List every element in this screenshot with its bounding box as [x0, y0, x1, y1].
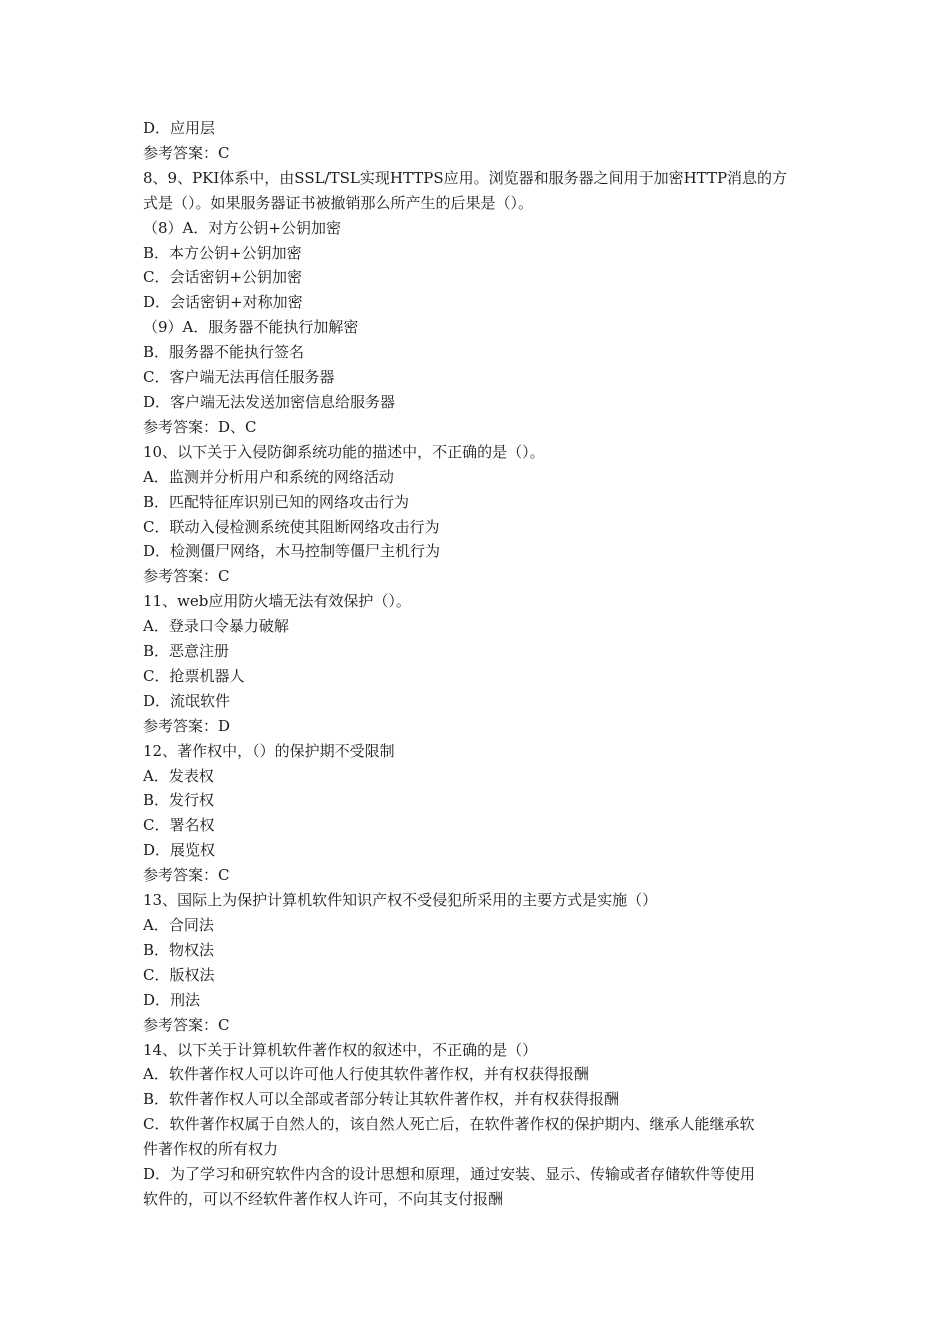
- q10-stem: 10、以下关于入侵防御系统功能的描述中，不正确的是（）。: [143, 442, 545, 461]
- q11-option-c: C．抢票机器人: [143, 666, 245, 685]
- q11-answer: 参考答案：D: [143, 716, 231, 735]
- q10-option-b: B．匹配特征库识别已知的网络攻击行为: [143, 492, 410, 511]
- q11-option-d: D．流氓软件: [143, 691, 231, 710]
- q14-option-c-line-1: C．软件著作权属于自然人的，该自然人死亡后，在软件著作权的保护期内、继承人能继承软: [143, 1115, 755, 1134]
- q8-option-a: （8）A．对方公钥+公钥加密: [143, 218, 341, 237]
- q8-option-d: D．会话密钥+对称加密: [143, 293, 303, 312]
- q13-option-b: B．物权法: [143, 940, 215, 959]
- q13-option-a: A．合同法: [143, 916, 214, 934]
- q7-answer: 参考答案：C: [143, 143, 230, 162]
- q7-option-d: D．应用层: [143, 119, 216, 137]
- q8-9-stem-line-1: 8、9、PKI体系中，由SSL/TSL实现HTTPS应用。浏览器和服务器之间用于加密HTTP消息的方: [143, 168, 788, 187]
- q12-answer: 参考答案：C: [143, 866, 230, 885]
- q13-stem: 13、国际上为保护计算机软件知识产权不受侵犯所采用的主要方式是实施（）: [143, 891, 658, 910]
- q10-option-a: A．监测并分析用户和系统的网络活动: [143, 467, 394, 486]
- q14-option-a: A．软件著作权人可以许可他人行使其软件著作权，并有权获得报酬: [143, 1065, 589, 1084]
- q12-option-a: A．发表权: [143, 766, 214, 785]
- q8-9-stem-line-2: 式是（）。如果服务器证书被撤销那么所产生的后果是（）。: [143, 193, 534, 212]
- q14-option-d-line-2: 软件的，可以不经软件著作权人许可，不向其支付报酬: [143, 1189, 504, 1208]
- q13-option-d: D．刑法: [143, 990, 201, 1009]
- q11-stem: 11、web应用防火墙无法有效保护（）。: [143, 592, 411, 611]
- q12-option-c: C．署名权: [143, 816, 215, 835]
- q13-option-c: C．版权法: [143, 965, 215, 984]
- q14-option-d-line-1: D．为了学习和研究软件内含的设计思想和原理，通过安装、显示、传输或者存储软件等使用: [143, 1165, 756, 1184]
- q8-9-answer: 参考答案：D、C: [143, 417, 257, 436]
- q12-stem: 12、著作权中，（）的保护期不受限制: [143, 741, 395, 760]
- q9-option-b: B．服务器不能执行签名: [143, 343, 305, 362]
- q14-option-b: B．软件著作权人可以全部或者部分转让其软件著作权，并有权获得报酬: [143, 1090, 620, 1109]
- q10-option-d: D．检测僵尸网络，木马控制等僵尸主机行为: [143, 542, 441, 561]
- document-body: [143, 116, 811, 1212]
- q9-option-d: D．客户端无法发送加密信息给服务器: [143, 392, 396, 411]
- q9-option-c: C．客户端无法再信任服务器: [143, 368, 335, 387]
- q12-option-d: D．展览权: [143, 841, 216, 860]
- q8-option-c: C．会话密钥+公钥加密: [143, 268, 303, 287]
- q10-option-c: C．联动入侵检测系统使其阻断网络攻击行为: [143, 517, 440, 536]
- q9-option-a: （9）A．服务器不能执行加解密: [143, 318, 359, 337]
- q14-option-c-line-2: 件著作权的所有权力: [143, 1140, 279, 1159]
- q10-answer: 参考答案：C: [143, 567, 230, 586]
- q11-option-b: B．恶意注册: [143, 642, 230, 661]
- q8-option-b: B．本方公钥+公钥加密: [143, 243, 302, 262]
- q14-stem: 14、以下关于计算机软件著作权的叙述中，不正确的是（）: [143, 1040, 538, 1059]
- q12-option-b: B．发行权: [143, 791, 215, 810]
- q13-answer: 参考答案：C: [143, 1015, 230, 1034]
- q11-option-a: A．登录口令暴力破解: [143, 617, 289, 636]
